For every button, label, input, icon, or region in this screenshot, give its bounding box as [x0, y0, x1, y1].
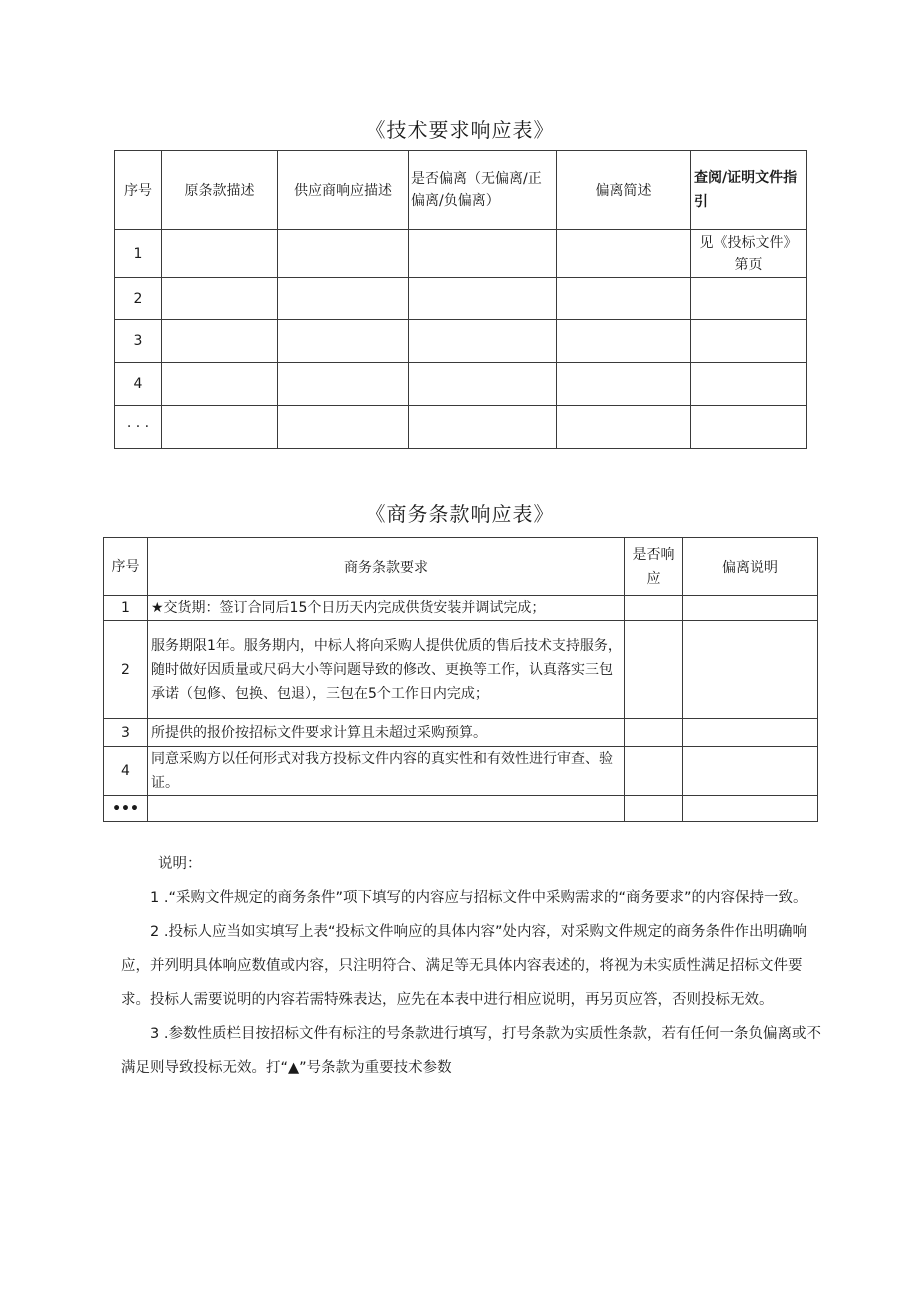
table-cell[interactable]: [278, 278, 409, 320]
header-cell: 是否响应: [625, 538, 683, 596]
table-cell[interactable]: [557, 320, 691, 363]
note-item: 1 .“采购文件规定的商务条件”项下填写的内容应与招标文件中采购需求的“商务要求”的内容保持一致。: [150, 890, 808, 906]
table-cell[interactable]: [557, 278, 691, 320]
row-number: 1: [115, 230, 162, 278]
header-cell: 查阅/证明文件指引: [691, 151, 807, 230]
response-cell[interactable]: [625, 621, 683, 719]
row-number: 4: [104, 747, 148, 796]
note-item: 2 .投标人应当如实填写上表“投标文件响应的具体内容”处内容，对采购文件规定的商务条件作出明确响应，并列明具体响应数值或内容，只注明符合、满足等无具体内容表述的，将视为未实质性满足招标文件要求。投标人需要说明的内容若需特殊表达，应先在本表中进行相应说明，再另页应答，否则投标无效。: [121, 924, 807, 1008]
table-row: [104, 796, 818, 822]
table-cell[interactable]: [409, 230, 557, 278]
table-cell[interactable]: [278, 406, 409, 449]
response-cell[interactable]: [625, 796, 683, 822]
response-cell[interactable]: [625, 747, 683, 796]
deviation-cell[interactable]: [683, 596, 818, 621]
requirement-cell: 服务期限1年。服务期内，中标人将向采购人提供优质的售后技术支持服务，随时做好因质量或尺码大小等问题导致的修改、更换等工作，认真落实三包承诺（包修、包换、包退），三包在5个工作日内完成；: [148, 621, 625, 719]
tech-response-table: [114, 150, 807, 449]
reference-cell: 见《投标文件》第页: [691, 230, 807, 278]
table-row: [104, 596, 818, 621]
table-cell[interactable]: [162, 320, 278, 363]
reference-cell[interactable]: [691, 278, 807, 320]
notes-label: 说明：: [158, 856, 202, 872]
table-cell[interactable]: [278, 363, 409, 406]
table-cell[interactable]: [162, 278, 278, 320]
table-cell[interactable]: [409, 363, 557, 406]
row-number: 1: [104, 596, 148, 621]
header-cell: 是否偏离（无偏离/正偏离/负偏离）: [409, 151, 557, 230]
deviation-cell[interactable]: [683, 621, 818, 719]
requirement-cell: [148, 796, 625, 822]
table-cell[interactable]: [162, 230, 278, 278]
table-cell[interactable]: [162, 363, 278, 406]
table-header-row: [104, 538, 818, 596]
table-header-row: [115, 151, 807, 230]
note-item: 3 .参数性质栏目按招标文件有标注的号条款进行填写，打号条款为实质性条款，若有任何一条负偏离或不满足则导致投标无效。打“▲”号条款为重要技术参数: [121, 1026, 821, 1076]
response-cell[interactable]: [625, 596, 683, 621]
tech-table-title: 《技术要求响应表》: [365, 118, 555, 142]
header-cell: 偏离说明: [683, 538, 818, 596]
biz-table-title: 《商务条款响应表》: [365, 502, 555, 526]
table-row: [115, 363, 807, 406]
deviation-cell[interactable]: [683, 719, 818, 747]
deviation-cell[interactable]: [683, 747, 818, 796]
table-cell[interactable]: [278, 230, 409, 278]
header-cell: 原条款描述: [162, 151, 278, 230]
table-row: [115, 406, 807, 449]
header-cell: 偏离简述: [557, 151, 691, 230]
row-number: 3: [104, 719, 148, 747]
row-number: · · ·: [115, 406, 162, 449]
notes-section: [121, 847, 821, 1085]
header-cell: 序号: [115, 151, 162, 230]
requirement-cell: ★交货期：签订合同后15个日历天内完成供货安装并调试完成；: [148, 596, 625, 621]
reference-cell[interactable]: [691, 320, 807, 363]
row-number: 3: [115, 320, 162, 363]
table-row: [104, 747, 818, 796]
requirement-cell: 所提供的报价按招标文件要求计算且未超过采购预算。: [148, 719, 625, 747]
table-cell[interactable]: [409, 278, 557, 320]
table-cell[interactable]: [278, 320, 409, 363]
reference-cell[interactable]: [691, 363, 807, 406]
table-cell[interactable]: [162, 406, 278, 449]
reference-cell[interactable]: [691, 406, 807, 449]
business-response-table: [103, 537, 818, 822]
table-cell[interactable]: [409, 406, 557, 449]
header-cell: 商务条款要求: [148, 538, 625, 596]
header-cell: 序号: [104, 538, 148, 596]
table-row: [115, 278, 807, 320]
table-cell[interactable]: [557, 230, 691, 278]
row-number: 2: [104, 621, 148, 719]
requirement-cell: 同意采购方以任何形式对我方投标文件内容的真实性和有效性进行审查、验证。: [148, 747, 625, 796]
row-number: •••: [104, 796, 148, 822]
header-cell: 供应商响应描述: [278, 151, 409, 230]
table-row: [104, 719, 818, 747]
row-number: 2: [115, 278, 162, 320]
deviation-cell[interactable]: [683, 796, 818, 822]
table-row: [104, 621, 818, 719]
response-cell[interactable]: [625, 719, 683, 747]
row-number: 4: [115, 363, 162, 406]
table-cell[interactable]: [557, 363, 691, 406]
table-row: [115, 320, 807, 363]
table-cell[interactable]: [557, 406, 691, 449]
table-row: [115, 230, 807, 278]
table-cell[interactable]: [409, 320, 557, 363]
